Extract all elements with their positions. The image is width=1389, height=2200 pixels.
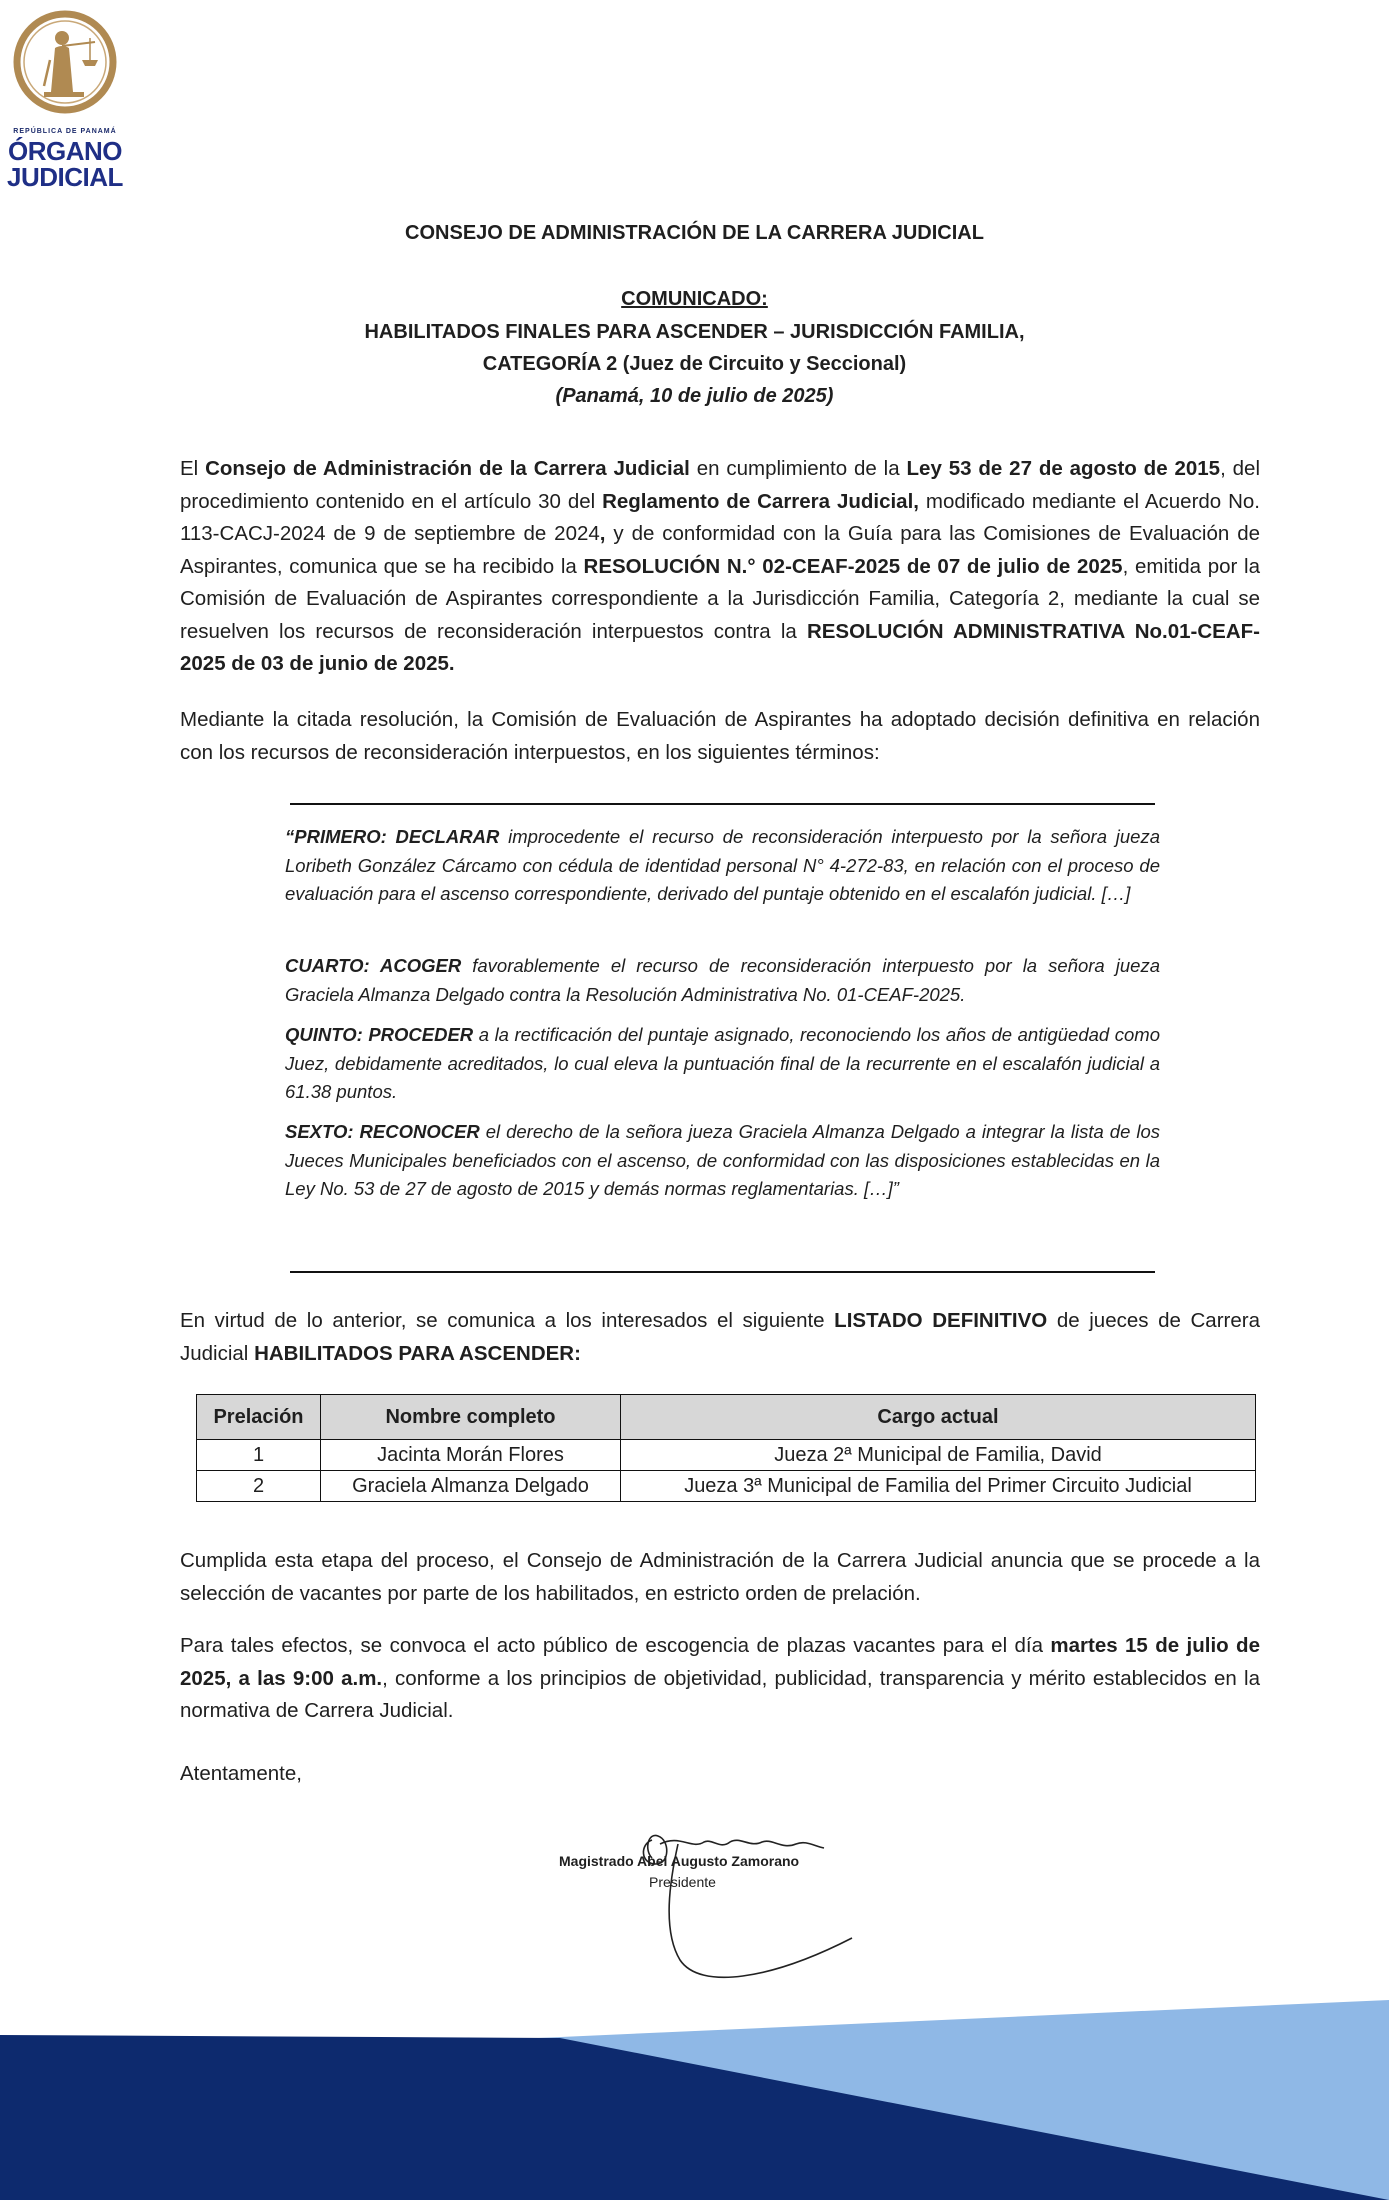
- comunicado-heading: COMUNICADO:: [621, 288, 768, 310]
- cell-nombre: Graciela Almanza Delgado: [321, 1471, 621, 1502]
- quote-quinto: QUINTO: PROCEDER a la rectificación del puntaje asignado, reconociendo los años de antigüedad como Juez, debidamente acreditados, lo cual eleva la puntuación final de la recurrente en el escalafón judicial a 61.38 puntos.: [285, 1024, 1160, 1102]
- logo-line1: ÓRGANO: [8, 136, 122, 166]
- document-date: (Panamá, 10 de julio de 2025): [555, 385, 834, 407]
- paragraph-listado: En virtud de lo anterior, se comunica a los interesados el siguiente LISTADO DEFINITIVO de jueces de Carrera Judicial HABILITADOS PARA ASCENDER:: [180, 1309, 1260, 1365]
- quote-cuarto: CUARTO: ACOGER favorablemente el recurso de reconsideración interpuesto por la señora jueza Graciela Almanza Delgado contra la Resolución Administrativa No. 01-CEAF-2025.: [285, 955, 1161, 1005]
- signatory-role: Presidente: [649, 1874, 716, 1890]
- paragraph-intro: El Consejo de Administración de la Carrera Judicial en cumplimiento de la Ley 53 de 27 de agosto de 2015, del procedimiento contenido en el artículo 30 del Reglamento de Carrera Judicial, modificado mediante el Acuerdo No. 113-CACJ-2024 de 9 de septiembre de 2024, y de conformidad con la Guía para las Comisiones de Evaluación de Aspirantes, comunica que se ha recibido la RESOLUCIÓN N.° 02-CEAF-2025 de 07 de julio de 2025, emitida por la Comisión de Evaluación de Aspirantes correspondiente a la Jurisdicción Familia, Categoría 2, mediante la cual se resuelven los recursos de reconsideración interpuestos contra la RESOLUCIÓN ADMINISTRATIVA No.01-CEAF-2025 de 03 de junio de 2025.: [180, 457, 1261, 675]
- cell-nombre: Jacinta Morán Flores: [321, 1440, 621, 1471]
- paragraph-convocatoria: Para tales efectos, se convoca el acto público de escogencia de plazas vacantes para el día martes 15 de julio de 2025, a las 9:00 a.m., conforme a los principios de objetividad, publicidad, transparencia y mérito establecidos en la normativa de Carrera Judicial.: [180, 1634, 1261, 1722]
- quote-primero: “PRIMERO: DECLARAR improcedente el recurso de reconsideración interpuesto por la señora jueza Loribeth González Cárcamo con cédula de identidad personal N° 4-272-83, en relación con el proceso de evaluación para el ascenso correspondiente, derivado del puntaje obtenido en el escalafón judicial. […]: [285, 826, 1160, 904]
- col-header-prelacion: Prelación: [197, 1395, 321, 1440]
- cell-prelacion: 1: [197, 1440, 321, 1471]
- cell-cargo: Jueza 3ª Municipal de Familia del Primer Circuito Judicial: [621, 1471, 1256, 1502]
- logo-line2: JUDICIAL: [7, 162, 123, 192]
- paragraph-resolution: Mediante la citada resolución, la Comisión de Evaluación de Aspirantes ha adoptado decisión definitiva en relación con los recursos de reconsideración interpuestos, en los siguientes términos:: [180, 708, 1260, 764]
- subtitle-line2: CATEGORÍA 2 (Juez de Circuito y Seccional): [482, 353, 907, 375]
- quote-sexto: SEXTO: RECONOCER el derecho de la señora jueza Graciela Almanza Delgado a integrar la lista de los Jueces Municipales beneficiados con el ascenso, de conformidad con las disposiciones establecidas en la Ley No. 53 de 27 de agosto de 2015 y demás normas reglamentarias. […]”: [285, 1121, 1160, 1199]
- signatory-name: Magistrado Abel Augusto Zamorano: [559, 1853, 800, 1869]
- col-header-cargo: Cargo actual: [621, 1395, 1256, 1440]
- subtitle-line1: HABILITADOS FINALES PARA ASCENDER – JURISDICCIÓN FAMILIA,: [364, 321, 1025, 343]
- council-heading: CONSEJO DE ADMINISTRACIÓN DE LA CARRERA JUDICIAL: [405, 222, 984, 244]
- closing-text: Atentamente,: [180, 1762, 302, 1785]
- col-header-nombre: Nombre completo: [321, 1395, 621, 1440]
- cell-prelacion: 2: [197, 1471, 321, 1502]
- cell-cargo: Jueza 2ª Municipal de Familia, David: [621, 1440, 1256, 1471]
- paragraph-seleccion: Cumplida esta etapa del proceso, el Consejo de Administración de la Carrera Judicial anuncia que se procede a la selección de vacantes por parte de los habilitados, en estricto orden de prelación.: [180, 1549, 1260, 1605]
- logo-country-text: REPÚBLICA DE PANAMÁ: [13, 128, 117, 135]
